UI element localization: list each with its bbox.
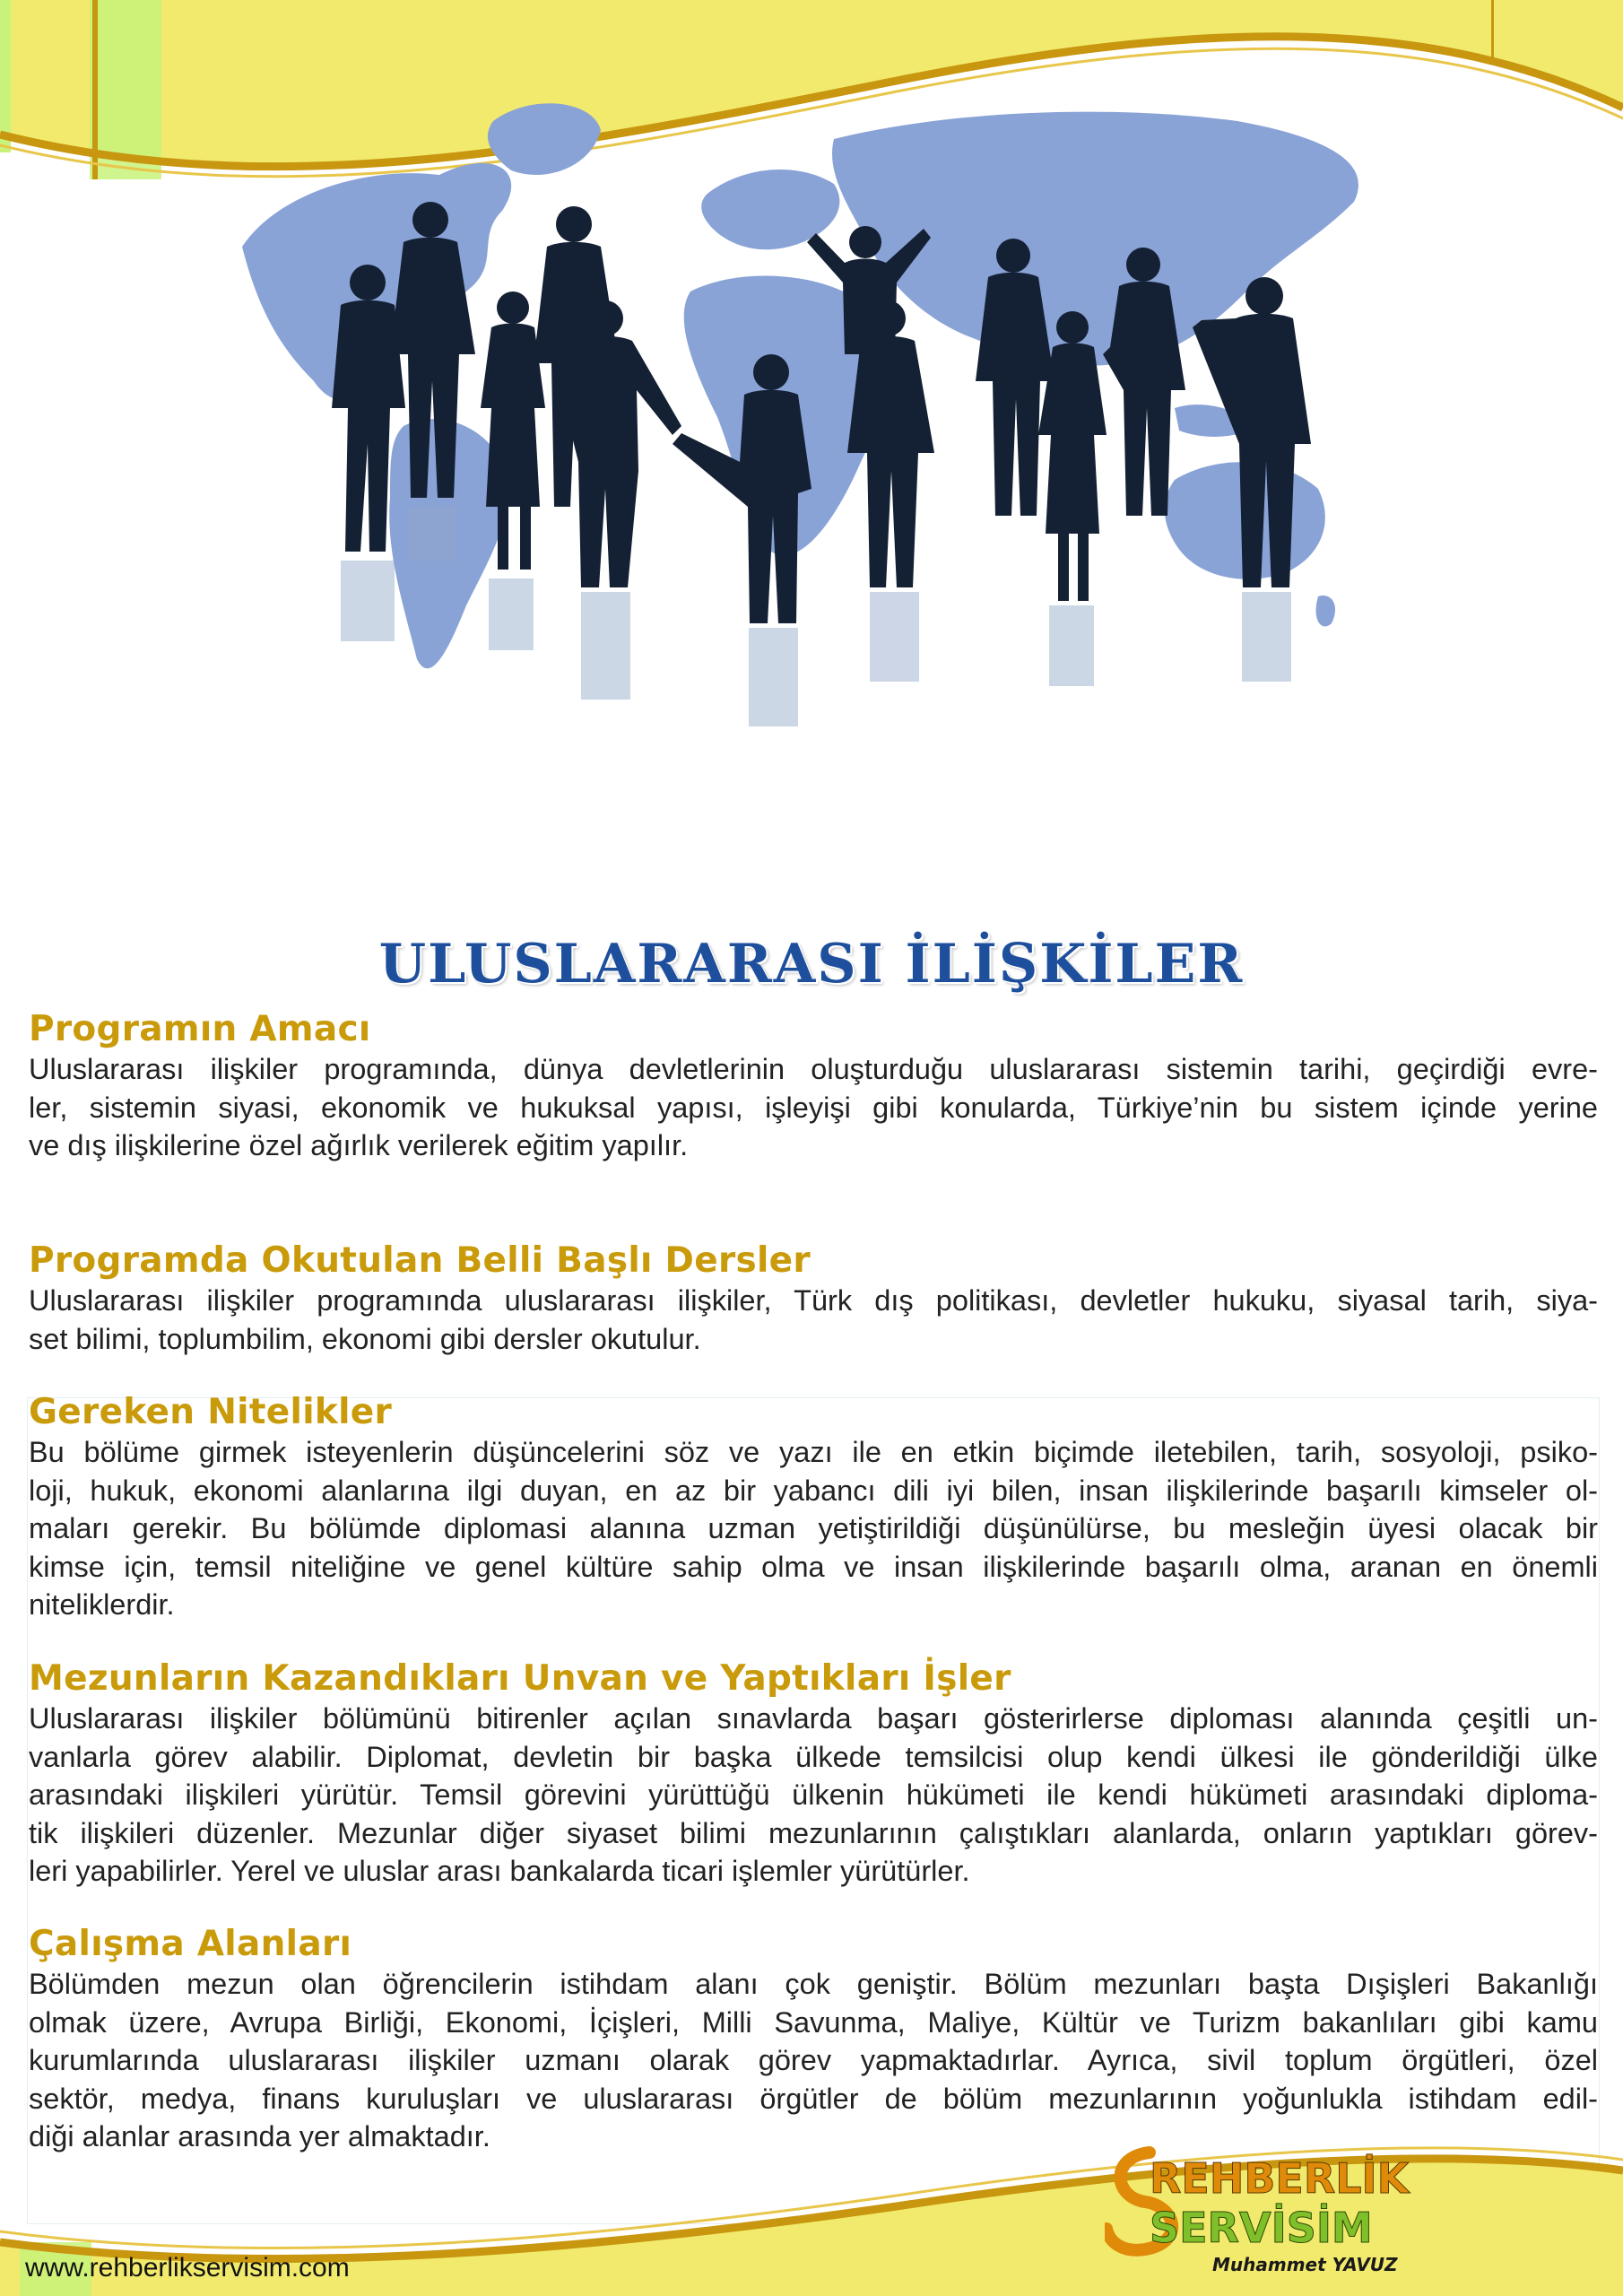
body-line: kurumlarında uluslararası ilişkiler uzmanı olarak görev yapmaktadırlar. Ayrıca, sivil toplum örgütleri, özel [29, 2044, 1598, 2076]
body-line: Uluslararası ilişkiler programında uluslararası ilişkiler, Türk dış politikası, devletler hukuku, siyasal tarih, siya- [29, 1284, 1598, 1317]
section-heading: Gereken Nitelikler [29, 1392, 393, 1432]
logo-line1: REHBERLİK [1150, 2154, 1410, 2203]
body-line: Uluslararası ilişkiler bölümünü bitirenler açılan sınavlarda başarı gösterirlerse diploması alanında çeşitli un- [29, 1702, 1598, 1735]
section-body [29, 1700, 1598, 1891]
body-line: niteliklerdir. [29, 1588, 175, 1621]
section-heading: Mezunların Kazandıkları Unvan ve Yaptıkları İşler [29, 1658, 1011, 1699]
page-title: ULUSLARARASI İLİŞKİLER [378, 933, 1245, 996]
rehberlik-servisim-logo [1105, 2144, 1428, 2278]
logo-line2: SERVİSİM [1150, 2204, 1373, 2252]
body-line: olmak üzere, Avrupa Birliği, Ekonomi, İçişleri, Milli Savunma, Maliye, Kültür ve Turizm bakanlıları gibi kamu [29, 2005, 1598, 2039]
section-main-courses [29, 1240, 1598, 1358]
body-line: ve dış ilişkilerine özel ağırlık verilerek eğitim yapılır. [29, 1129, 689, 1161]
section-heading: Programın Amacı [29, 1009, 371, 1049]
body-line: kimse için, temsil niteliğine ve genel kültüre sahip olma ve insan ilişkilerinde başarılı olma, aranan en önemli [29, 1550, 1598, 1583]
body-line: sektör, medya, finans kuruluşları ve uluslararası örgütler de bölüm mezunlarının yoğunlukla istihdam edil- [29, 2082, 1598, 2115]
body-line: set bilimi, toplumbilim, ekonomi gibi dersler okutulur. [29, 1322, 701, 1355]
section-graduate-titles [29, 1658, 1598, 1891]
section-body [29, 1282, 1598, 1358]
body-line: Bu bölüme girmek isteyenlerin düşüncelerini söz ve yazı ile en etkin biçimde iletebilen, tarih, sosyoloji, psiko- [29, 1436, 1598, 1468]
hero-illustration [206, 85, 1533, 946]
body-line: vanlarla görev alabilir. Diplomat, devletin bir başka ülkede temsilcisi olup kendi ülkesi ile gönderildiği ülke [29, 1740, 1598, 1773]
body-line: loji, hukuk, ekonomi alanlarına ilgi duyan, en az bir yabancı dili iyi bilen, insan ilişkilerinde başarılı kimseler ol- [29, 1474, 1598, 1507]
body-line: ler, sistemin siyasi, ekonomik ve hukuksal yapısı, işleyişi gibi konularda, Türkiye’nin bu sistem içinde yerine [29, 1091, 1598, 1124]
body-line: leri yapabilirler. Yerel ve uluslar arası bankalarda ticari işlemler yürütürler. [29, 1855, 970, 1887]
section-heading: Çalışma Alanları [29, 1924, 352, 1964]
body-line: Bölümden mezun olan öğrencilerin istihdam alanı çok geniştir. Bölüm mezunları başta Dışişleri Bakanlığı [29, 1968, 1598, 2000]
body-line: tik ilişkileri düzenler. Mezunlar diğer siyaset bilimi mezunlarının çalıştıkları alanlarda, onların yaptıkları görev- [29, 1816, 1598, 1849]
logo-author: Muhammet YAVUZ [1212, 2254, 1398, 2275]
section-program-purpose [29, 1009, 1598, 1165]
body-line: maları gerekir. Bu bölümde diplomasi alanına uzman yetiştirildiği düşünülürse, bu mesleğin üyesi olacak bir [29, 1512, 1598, 1544]
section-body [29, 1433, 1598, 1624]
section-required-qualities [29, 1392, 1598, 1624]
website-url: www.rehberlikservisim.com [25, 2253, 350, 2283]
section-body [29, 1050, 1598, 1165]
body-line: Uluslararası ilişkiler programında, dünya devletlerinin oluşturduğu uluslararası sistemin tarihi, geçirdiği evre- [29, 1053, 1598, 1085]
body-line: diği alanlar arasında yer almaktadır. [29, 2120, 490, 2152]
body-line: arasındaki ilişkileri yürütür. Temsil görevini yürüttüğü ülkenin hükümeti ile kendi hükümeti arasındaki diploma- [29, 1779, 1598, 1811]
section-heading: Programda Okutulan Belli Başlı Dersler [29, 1240, 811, 1281]
